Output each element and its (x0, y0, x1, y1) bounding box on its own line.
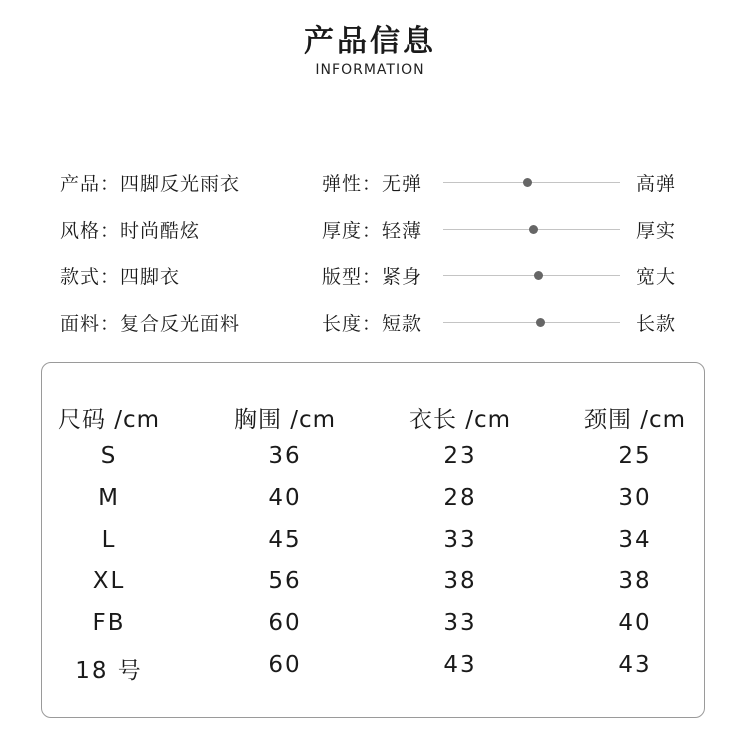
table-cell: 33 (443, 527, 477, 553)
table-cell: L (101, 527, 117, 553)
table-cell: 33 (443, 610, 477, 636)
table-cell: FB (92, 610, 126, 636)
info-row (0, 216, 750, 244)
table-header-cell: 颈围 /cm (583, 407, 687, 433)
size-table (41, 362, 705, 718)
attribute-scale-track (443, 275, 620, 276)
table-cell: 38 (443, 568, 477, 594)
table-cell: 40 (618, 610, 652, 636)
attribute-label-min: 厚度：轻薄 (322, 220, 423, 242)
table-cell: 30 (618, 485, 652, 511)
attribute-scale-marker (534, 271, 543, 280)
attribute-label-min: 长度：短款 (322, 313, 423, 335)
table-cell: XL (92, 568, 126, 594)
table-cell: 40 (268, 485, 302, 511)
table-header-cell: 胸围 /cm (233, 407, 337, 433)
table-header-cell: 衣长 /cm (408, 407, 512, 433)
table-cell: 45 (268, 527, 302, 553)
attribute-max: 高弹 (636, 173, 677, 195)
table-cell: 38 (618, 568, 652, 594)
table-header-cell: 尺码 /cm (57, 407, 161, 433)
table-cell: 25 (618, 443, 652, 469)
attribute-scale-marker (529, 225, 538, 234)
attribute-max: 宽大 (636, 266, 677, 288)
table-cell: 43 (443, 652, 477, 678)
table-cell: S (100, 443, 118, 469)
page-title: 产品信息 (304, 24, 436, 59)
table-cell: 28 (443, 485, 477, 511)
attribute-label-min: 弹性：无弹 (322, 173, 423, 195)
attribute-label-min: 版型：紧身 (322, 266, 423, 288)
attribute-scale-track (443, 322, 620, 323)
table-cell: 56 (268, 568, 302, 594)
info-label-value: 款式：四脚衣 (60, 266, 181, 288)
table-cell: 34 (618, 527, 652, 553)
attribute-max: 长款 (636, 313, 677, 335)
table-cell: 18 号 (75, 658, 143, 684)
attribute-scale-marker (523, 178, 532, 187)
info-row (0, 309, 750, 337)
info-label-value: 风格：时尚酷炫 (60, 220, 201, 242)
info-row (0, 262, 750, 290)
page-subtitle: INFORMATION (315, 62, 425, 78)
info-row (0, 169, 750, 197)
table-cell: 60 (268, 610, 302, 636)
attribute-scale-marker (536, 318, 545, 327)
table-cell: 23 (443, 443, 477, 469)
attribute-max: 厚实 (636, 220, 677, 242)
info-label-value: 产品：四脚反光雨衣 (60, 173, 241, 195)
info-label-value: 面料：复合反光面料 (60, 313, 241, 335)
table-cell: 60 (268, 652, 302, 678)
table-cell: 36 (268, 443, 302, 469)
table-cell: M (98, 485, 120, 511)
table-cell: 43 (618, 652, 652, 678)
